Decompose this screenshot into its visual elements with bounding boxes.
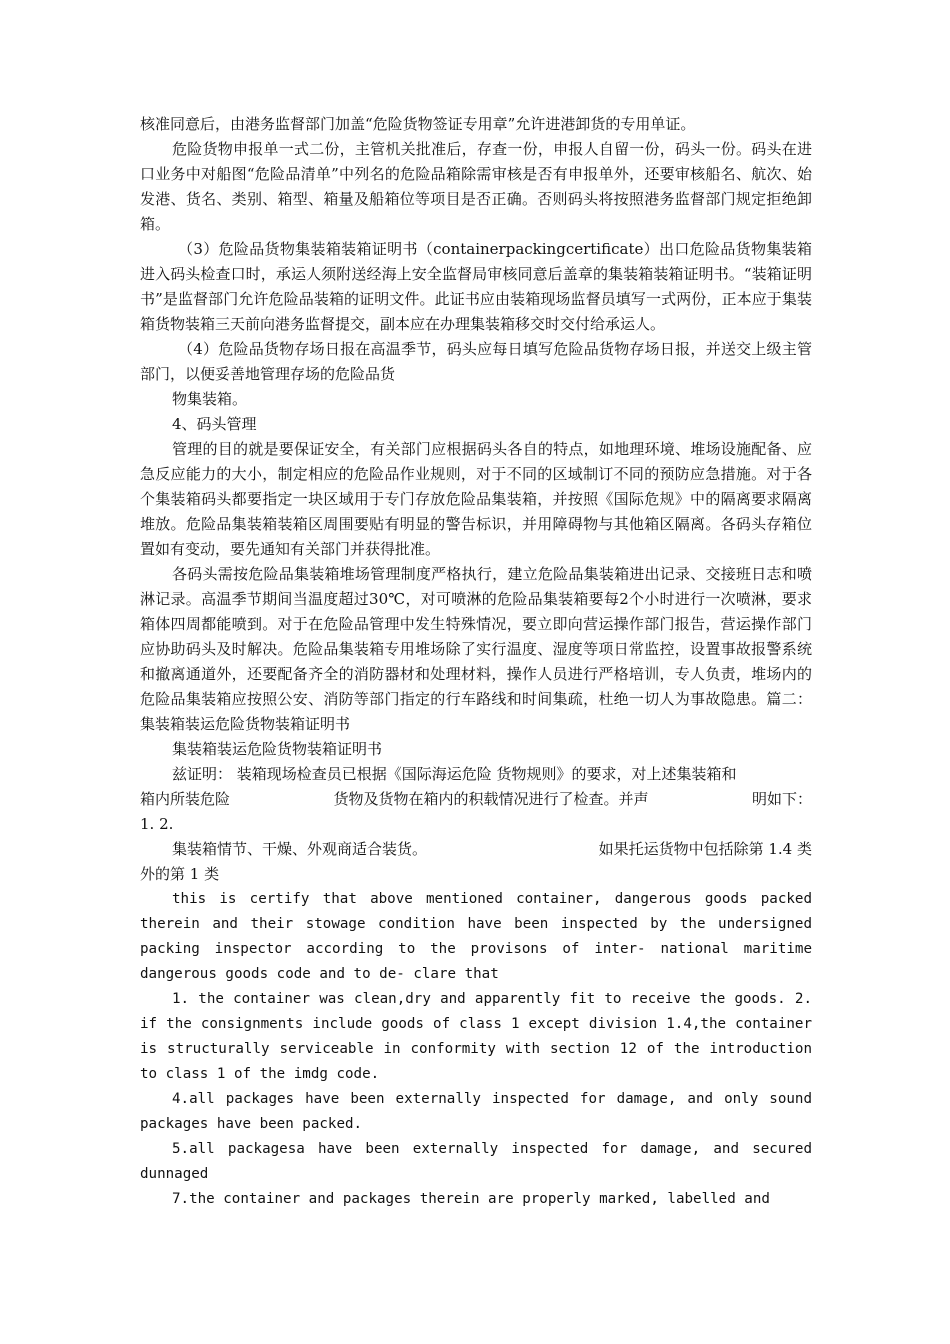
certificate-statement-line1: 兹证明： 装箱现场检查员已根据《国际海运危险 货物规则》的要求，对上述集装箱和 (172, 765, 737, 783)
paragraph-daily-report: （4）危险品货物存场日报在高温季节，码头应每日填写危险品货物存场日报，并送交上级主管部门，以便妥善地管理存场的危险品货 (140, 340, 812, 383)
certificate-statement-line2 (140, 787, 812, 812)
certificate-title: 集装箱装运危险货物装箱证明书 (172, 740, 383, 758)
certificate-statement-line5: 外的第 1 类 (140, 865, 220, 883)
paragraph-management-purpose: 管理的目的就是要保证安全，有关部门应根据码头各自的特点，如地理环境、堆场设施配备、应急反应能力的大小，制定相应的危险品作业规则，对于不同的区域制订不同的预防应急措施。对于各个集装箱码头都要指定一块区域用于专门存放危险品集装箱，并按照《国际危规》中的隔离要求隔离堆放。危险品集装箱装箱区周围要贴有明显的警告标识，并用障碍物与其他箱区隔离。各码头存箱位置如有变动，要先通知有关部门并获得批准。 (140, 440, 812, 558)
cert-line2-part-b: 货物及货物在箱内的积载情况进行了检查。并声 (333, 790, 649, 808)
cert-line2-part-c: 明如下： (751, 790, 812, 808)
paragraph-yard-rules: 各码头需按危险品集装箱堆场管理制度严格执行，建立危险品集装箱进出记录、交接班日志和喷淋记录。高温季节期间当温度超过30℃，对可喷淋的危险品集装箱要每2个小时进行一次喷淋，要求箱体四周都能喷到。对于在危险品管理中发生特殊情况，要立即向营运操作部门报告，营运操作部门应协助码头及时解决。危险品集装箱专用堆场除了实行温度、湿度等项日常监控，设置事故报警系统和撤离通道外，还要配备齐全的消防器材和处理材料，操作人员进行严格培训，专人负责，堆场内的危险品集装箱应按照公安、消防等部门指定的行车路线和时间集疏，杜绝一切人为事故隐患。篇二：集装箱装运危险货物装箱证明书 (140, 565, 812, 733)
cert-line4-part-b: 如果托运货物中包括除第 1.4 类 (598, 840, 812, 858)
cert-line2-part-a: 箱内所装危险 (140, 790, 231, 808)
paragraph-daily-report-cont: 物集装箱。 (172, 390, 248, 408)
section-heading-terminal-management: 4、码头管理 (172, 415, 257, 433)
english-certify-paragraph: this is certify that above mentioned container, dangerous goods packed therein and their stowage condition have been inspected by the undersigned packing inspector according to the provisons of inter- national maritime dangerous goods code and to de- clare that (140, 891, 812, 982)
paragraph-approval: 核准同意后，由港务监督部门加盖“危险货物签证专用章”允许进港卸货的专用单证。 (140, 115, 696, 133)
paragraph-declaration-form: 危险货物申报单一式二份，主管机关批准后，存查一份，申报人自留一份，码头一份。码头在进口业务中对船图“危险品清单”中列名的危险品箱除需审核是否有申报单外，还要审核船名、航次、始发港、货名、类别、箱型、箱量及船箱位等项目是否正确。否则码头将按照港务监督部门规定拒绝卸箱。 (140, 140, 812, 233)
cert-line4-part-a: 集装箱情节、干燥、外观商适合装货。 (172, 840, 428, 858)
paragraph-packing-certificate: （3）危险品货物集装箱装箱证明书（containerpackingcertificate）出口危险品货物集装箱进入码头检查口时，承运人须附送经海上安全监督局审核同意后盖章的集装箱装箱证明书。“装箱证明书”是监督部门允许危险品装箱的证明文件。此证书应由装箱现场监督员填写一式两份，正本应于集装箱货物装箱三天前向港务监督提交，副本应在办理集装箱移交时交付给承运人。 (140, 240, 812, 333)
certificate-statement-line4 (140, 837, 812, 862)
certificate-numbering: 1. 2. (140, 815, 174, 833)
english-clause-1-2: 1. the container was clean,dry and apparently fit to receive the goods. 2. if the consignments include goods of class 1 except division 1.4,the container is structurally serviceable in conformity with section 12 of the introduction to class 1 of the imdg code. (140, 991, 812, 1082)
english-clause-7: 7.the container and packages therein are properly marked, labelled and (172, 1191, 770, 1207)
document-page (140, 112, 812, 1212)
english-clause-4: 4.all packages have been externally inspected for damage, and only sound packages have been packed. (140, 1091, 812, 1132)
english-clause-5: 5.all packagesa have been externally inspected for damage, and secured dunnaged (140, 1141, 812, 1182)
